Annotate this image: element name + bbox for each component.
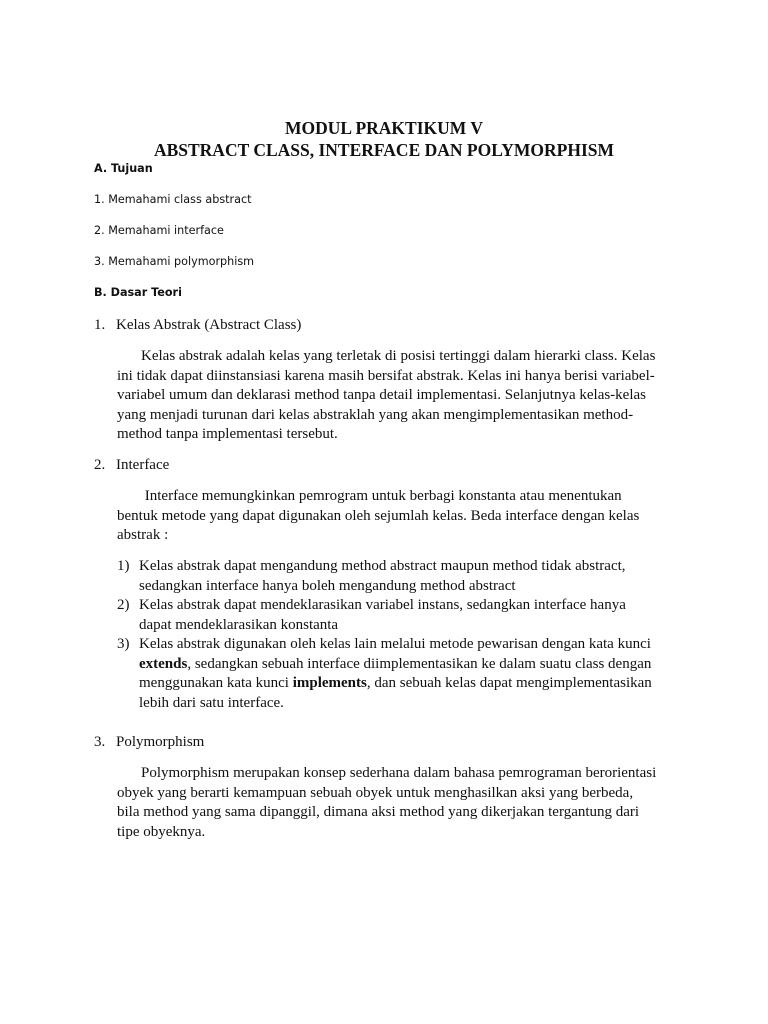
section-2-heading xyxy=(94,456,169,474)
document-title: MODUL PRAKTIKUM V xyxy=(284,118,483,138)
paragraph-line: yang menjadi turunan dari kelas abstraklah yang akan mengimplementasikan method- xyxy=(117,406,634,423)
paragraph-line: ini tidak dapat diinstansiasi karena masih bersifat abstrak. Kelas ini hanya berisi variabel- xyxy=(117,367,655,384)
list-marker: 1) xyxy=(117,558,130,574)
list-line: Kelas abstrak digunakan oleh kelas lain melalui metode pewarisan dengan kata kunci xyxy=(139,636,651,652)
list-line: lebih dari satu interface. xyxy=(139,694,284,711)
list-line-text: menggunakan kata kunci xyxy=(139,675,293,692)
paragraph-line: abstrak : xyxy=(117,527,169,544)
section-3-heading xyxy=(94,733,204,751)
document-subtitle: ABSTRACT CLASS, INTERFACE DAN POLYMORPHISM xyxy=(153,140,615,160)
list-marker: 3) xyxy=(117,636,130,652)
tujuan-item: 1. Memahami class abstract xyxy=(94,193,252,206)
dasar-teori-heading: B. Dasar Teori xyxy=(94,286,182,299)
section-title: Polymorphism xyxy=(116,734,205,750)
paragraph-line: Kelas abstrak adalah kelas yang terletak di posisi tertinggi dalam hierarki class. Kelas xyxy=(141,348,656,364)
list-line-text: , sedangkan sebuah interface diimplementasikan ke dalam suatu class dengan xyxy=(187,655,652,672)
section-number: 1. xyxy=(94,317,106,333)
paragraph-line: tipe obyeknya. xyxy=(117,823,206,840)
list-line: sedangkan interface hanya boleh mengandung method abstract xyxy=(139,577,516,594)
paragraph-line: obyek yang berarti kemampuan sebuah obyek untuk menghasilkan aksi yang berbeda, xyxy=(117,784,634,801)
section-3-paragraph xyxy=(117,764,687,842)
list-line: Kelas abstrak dapat mengandung method abstract maupun method tidak abstract, xyxy=(139,558,626,574)
list-line: dapat mendeklarasikan konstanta xyxy=(139,616,339,633)
tujuan-item: 2. Memahami interface xyxy=(94,224,224,237)
paragraph-line: variabel umum dan deklarasi method tanpa detail implementasi. Selanjutnya kelas-kelas xyxy=(117,387,646,404)
paragraph-line: bila method yang sama dipanggil, dimana aksi method yang dikerjakan tergantung dari xyxy=(117,804,640,821)
list-line-text: , dan sebuah kelas dapat mengimplementasikan xyxy=(366,675,652,692)
list-line xyxy=(117,655,687,675)
section-title: Interface xyxy=(116,457,170,473)
keyword-extends: extends xyxy=(139,655,188,672)
tujuan-heading: A. Tujuan xyxy=(94,162,153,175)
list-item xyxy=(117,635,687,713)
keyword-implements: implements xyxy=(292,675,367,692)
list-marker: 2) xyxy=(117,597,130,613)
paragraph-line: bentuk metode yang dapat digunakan oleh sejumlah kelas. Beda interface dengan kelas xyxy=(117,507,640,524)
paragraph-line: Polymorphism merupakan konsep sederhana dalam bahasa pemrograman berorientasi xyxy=(141,765,657,781)
paragraph-line: method tanpa implementasi tersebut. xyxy=(117,426,338,443)
list-line xyxy=(117,674,687,694)
section-number: 2. xyxy=(94,457,106,473)
list-item xyxy=(117,557,687,596)
section-title: Kelas Abstrak (Abstract Class) xyxy=(116,317,302,333)
paragraph-line: Interface memungkinkan pemrogram untuk berbagi konstanta atau menentukan xyxy=(141,488,622,504)
section-1-heading xyxy=(94,316,301,334)
section-2-paragraph xyxy=(117,487,687,546)
list-item xyxy=(117,596,687,635)
list-line: Kelas abstrak dapat mendeklarasikan variabel instans, sedangkan interface hanya xyxy=(139,597,626,613)
section-1-paragraph xyxy=(117,347,687,445)
section-number: 3. xyxy=(94,734,106,750)
tujuan-item: 3. Memahami polymorphism xyxy=(94,255,255,268)
